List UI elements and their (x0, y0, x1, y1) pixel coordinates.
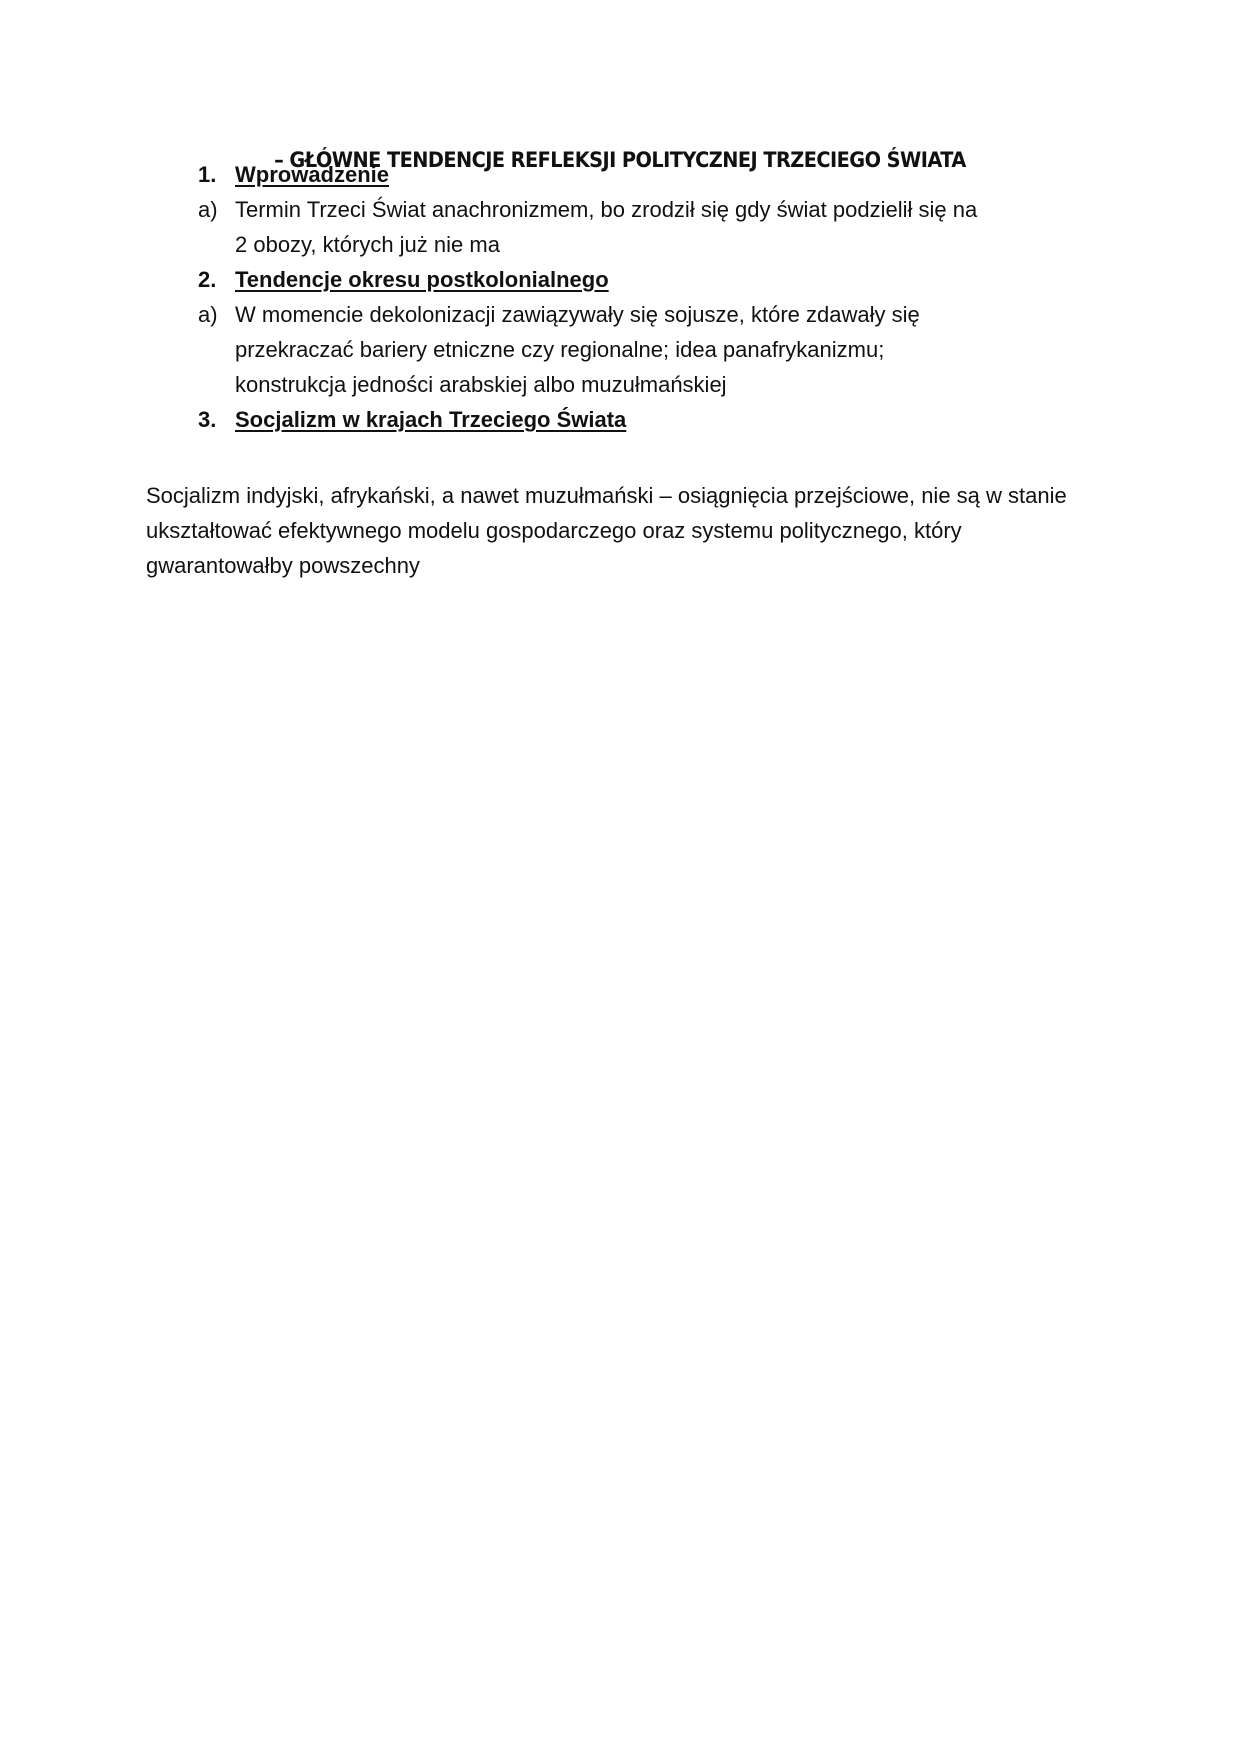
outline-item-text: W momencie dekolonizacji zawiązywały się sojusze, które zdawały się (235, 302, 920, 327)
outline-item-text: konstrukcja jedności arabskiej albo muzułmańskiej (235, 372, 727, 397)
body-paragraph: Socjalizm indyjski, afrykański, a nawet muzułmański – osiągnięcia przejściowe, nie są w stanie ukształtować efektywnego modelu gospodarczego oraz systemu politycznego, który gwarantowałby powszechny (146, 483, 1067, 578)
outline-item-text: Termin Trzeci Świat anachronizmem, bo zrodził się gdy świat podzielił się na (235, 197, 978, 222)
outline-heading-1 (0, 158, 1240, 192)
outline-marker: a) (198, 197, 218, 222)
outline-item-2a (0, 298, 1240, 332)
outline-heading-3 (0, 403, 1240, 437)
outline-heading-text: Socjalizm w krajach Trzeciego Świata (235, 407, 627, 432)
outline-heading-2 (0, 263, 1240, 297)
outline-item-2a-continuation-2 (0, 368, 1240, 402)
outline-item-2a-continuation-1 (0, 333, 1240, 367)
outline-marker: a) (198, 302, 218, 327)
outline-item-text: 2 obozy, których już nie ma (235, 232, 500, 257)
document-title: – GŁÓWNE TENDENCJE REFLEKSJI POLITYCZNEJ TRZECIEGO ŚWIATA (274, 148, 966, 172)
outline-item-text: przekraczać bariery etniczne czy regionalne; idea panafrykanizmu; (235, 337, 885, 362)
outline-marker: 1. (198, 162, 217, 187)
outline-item-1a (0, 193, 1240, 227)
outline-marker: 3. (198, 407, 217, 432)
outline-heading-text: Tendencje okresu postkolonialnego (235, 267, 609, 292)
outline-marker: 2. (198, 267, 217, 292)
outline-heading-text: Wprowadzenie (235, 162, 390, 187)
outline-item-1a-continuation (0, 228, 1240, 262)
outline-list (0, 0, 1240, 460)
